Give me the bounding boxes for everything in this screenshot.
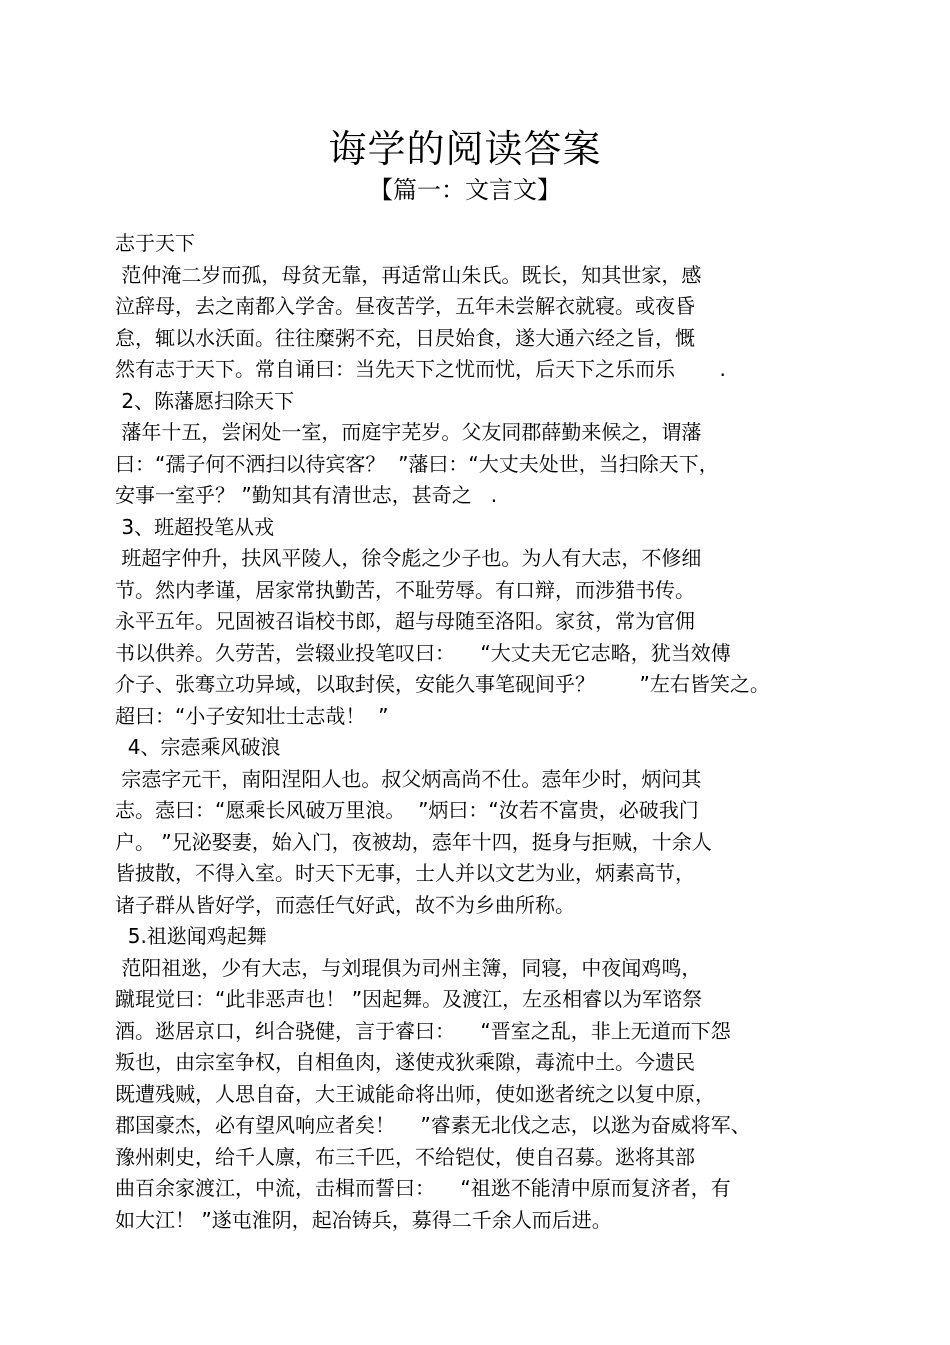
text-line: 怠，辄以水沃面。往往糜粥不充，日昃始食，遂大通六经之旨，慨 [115, 325, 695, 350]
text-line: 蹴琨觉曰：“此非恶声也！ ”因起舞。及渡江，左丞相睿以为军谘祭 [115, 987, 703, 1011]
text-line: 2、陈藩愿扫除天下 [115, 388, 295, 413]
text-line: 酒。逖居京口，纠合骁健，言于睿曰： “晋室之乱，非上无道而下怨 [115, 1018, 731, 1043]
text-line: 皆披散，不得入室。时天下无事，士人并以文艺为业，炳素高节， [115, 861, 695, 885]
text-line: 如大江！ ”遂屯淮阴，起冶铸兵，募得二千余人而后进。 [115, 1207, 612, 1232]
text-line: 叛也，由宗室争权，自相鱼肉，遂使戎狄乘隙，毒流中土。今遗民 [115, 1050, 695, 1074]
text-line: 3、班超投笔从戎 [115, 514, 275, 539]
text-line: 范阳祖逖，少有大志，与刘琨俱为司州主簿，同寝，中夜闻鸡鸣， [115, 955, 702, 980]
text-line: 郡国豪杰，必有望风响应者矣！ ”睿素无北伐之志，以逖为奋威将军、 [115, 1113, 751, 1137]
text-line: 户。 ”兄泌娶妻，始入门，夜被劫，悫年十四，挺身与拒贼，十余人 [115, 829, 712, 854]
text-line: 安事一室乎？ ”勤知其有清世志，甚奇之 . [115, 483, 498, 507]
text-line: 既遭残贼，人思自奋，大王诚能命将出师，使如逖者统之以复中原， [115, 1081, 715, 1106]
text-line: 志。悫曰：“愿乘长风破万里浪。 ”炳曰：“汝若不富贵，必破我门 [115, 798, 699, 822]
document-title: 诲学的阅读答案 [328, 127, 602, 171]
document-body [115, 228, 915, 1236]
text-line: 班超字仲升，扶风平陵人，徐令彪之少子也。为人有大志，不修细 [115, 546, 702, 570]
text-line: 永平五年。兄固被召诣校书郎，超与母随至洛阳。家贫，常为官佣 [115, 609, 695, 633]
text-line: 介子、张骞立功异域，以取封侯，安能久事笔砚间乎？ ”左右皆笑之。 [115, 672, 770, 696]
text-line: 豫州刺史，给千人廪，布三千匹，不给铠仗，使自召募。逖将其部 [115, 1144, 695, 1169]
text-line: 超曰：“小子安知壮士志哉！ ” [115, 703, 389, 728]
text-line: 书以供养。久劳苦，尝辍业投笔叹曰： “大丈夫无它志略，犹当效傅 [115, 640, 731, 665]
text-line: 藩年十五，尝闲处一室，而庭宇芜岁。父友同郡薛勤来候之，谓藩 [115, 420, 702, 444]
text-line: 诸子群从皆好学，而悫任气好武，故不为乡曲所称。 [115, 892, 575, 917]
text-line: 范仲淹二岁而孤，母贫无靠，再适常山朱氏。既长，知其世家，感 [115, 262, 702, 287]
text-line: 曲百余家渡江，中流，击楫而誓曰： “祖逖不能清中原而复济者，有 [115, 1176, 731, 1200]
text-line: 4、宗悫乘风破浪 [115, 735, 281, 759]
text-line: 泣辞母，去之南都入学舍。昼夜苦学，五年未尝解衣就寝。或夜昏 [115, 294, 695, 318]
text-line: 志于天下 [115, 231, 195, 255]
document-subtitle: 【篇一：文言文】 [369, 176, 561, 204]
text-line: 然有志于天下。常自诵曰：当先天下之忧而忧，后天下之乐而乐 . [115, 357, 726, 381]
text-line: 宗悫字元干，南阳涅阳人也。叔父炳高尚不仕。悫年少时，炳问其 [115, 766, 702, 791]
text-line: 节。然内孝谨，居家常执勤苦，不耻劳辱。有口辩，而涉猎书传。 [115, 577, 695, 602]
text-line: 曰：“孺子何不洒扫以待宾客？ ”藩曰：“大丈夫处世，当扫除天下， [115, 451, 719, 476]
text-line: 5.祖逖闻鸡起舞 [115, 924, 267, 948]
